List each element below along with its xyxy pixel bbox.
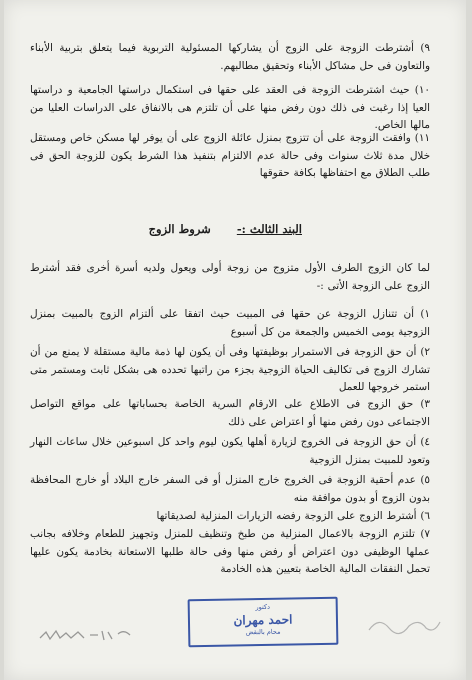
clause-10: ١٠) حيث اشترطت الزوجة فى العقد على حقها فى استكمال دراستها الجامعية و دراستها العيا إذا رغبت فى ذلك دون رفض منها على أن تلتزم هى بالانفاق على الدراسات العليا من مالها الخاص. (30, 84, 430, 131)
signature-left (38, 626, 138, 644)
stamp-line: محام بالنقض (245, 627, 281, 637)
stamp-name: احمد مهران (233, 612, 293, 628)
condition-4: ٤) أن حق الزوجة فى الخروج لزيارة أهلها يكون ليوم واحد كل اسبوعين خلال ساعات النهار وتعود للمبيت بمنزل الزوجية (30, 436, 430, 466)
condition-5: ٥) عدم أحقية الزوجة فى الخروج خارج المنزل أو فى السفر خارج البلاد أو خارج المحافظة بدون الزوج أو بدون موافقة منه (30, 474, 430, 504)
document-page (4, 0, 466, 680)
condition-6: ٦) أشترط الزوج على الزوجة رفضه الزيارات المنزلية لصديقاتها (156, 510, 430, 522)
section-heading (149, 222, 302, 236)
clause-9: ٩) أشترطت الزوجة على الزوج أن يشاركها المسئولية التربوية فيما يتعلق بتربية الأبناء والتعاون فى حل مشاكل الأبناء وتحقيق مطالبهم. (30, 42, 430, 72)
condition-1: ١) أن تتنازل الزوجة عن حقها فى المبيت حيث اتفقا على ألتزام الزوج بالمبيت بمنزل الزوجية يومى الخميس والجمعة من كل أسبوع (30, 308, 431, 338)
lawyer-stamp (188, 597, 339, 648)
stamp-title: دكتور (255, 602, 271, 612)
signature-right (364, 612, 444, 638)
intro-paragraph: لما كان الزوج الطرف الأول متزوج من زوجة أولى ويعول ولديه أسرة أخرى فقد أشترط الزوج على الزوجة الأتى :- (30, 262, 430, 292)
condition-2: ٢) أن حق الزوجة فى الاستمرار بوظيفتها وفى أن يكون لها ذمة مالية مستقلة لا يمنع من أن تشارك الزوج فى تكاليف الحياة الزوجية بجزء من راتبها تحدده هى بشكل ثابت ومستمر متى استمر خروجها للعمل (30, 346, 430, 393)
condition-3: ٣) حق الزوج فى الاطلاع على الارقام السرية الخاصة بحساباتها على مواقع التواصل الاجتماعى دون رفض منها أو اعتراض على ذلك (30, 398, 430, 428)
section-title: شروط الزوج (148, 222, 211, 236)
section-label: البند الثالث :- (236, 222, 302, 236)
condition-7: ٧) تلتزم الزوجة بالاعمال المنزلية من طبخ وتنظيف للمنزل وتجهيز للطعام وخلافه بجانب عملها الوظيفى دون اعتراض أو رفض منها وفى حالة طلبها الاستعانة بخادمة يكون عليها تحمل النفقات المالية الخاصة بتعيين هذه الخادمة (30, 528, 430, 575)
clause-11: ١١) وافقت الزوجة على أن تتزوج بمنزل عائلة الزوج على أن يوفر لها مسكن خاص ومستقل خلال مدة ثلاث سنوات وفى حالة عدم الالتزام بتنفيذ هذا الشرط يكون للزوجة الحق فى طلب الطلاق مع احتفاظها بكافة حقوقها (30, 132, 430, 179)
